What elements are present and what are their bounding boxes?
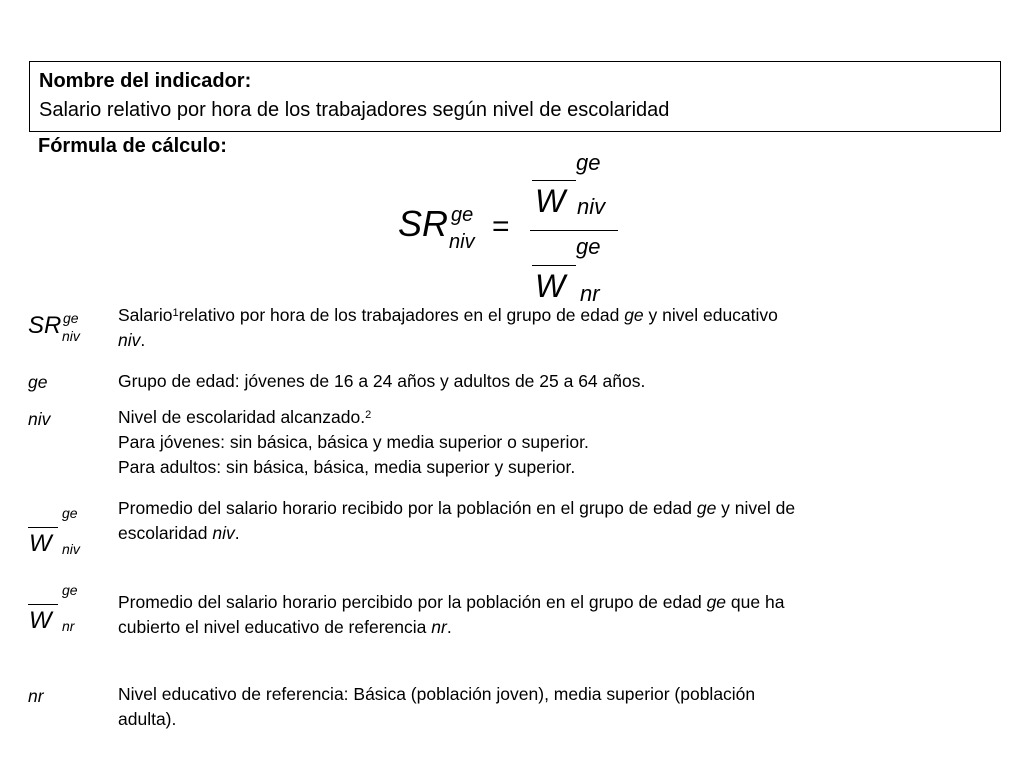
- numerator-sub: niv: [577, 194, 606, 219]
- numerator-sup: ge: [576, 150, 601, 175]
- wnr-symbol-sub: nr: [62, 618, 75, 634]
- definition-niv-symbol: niv: [28, 409, 51, 429]
- numerator-base: W: [535, 183, 566, 219]
- nr-line-2: adulta).: [118, 709, 177, 729]
- wniv-line-1: Promedio del salario horario recibido por la población en el grupo de edad ge y nivel de: [118, 498, 796, 518]
- wniv-line-2: escolaridad niv.: [118, 523, 240, 543]
- wnr-line-2: cubierto el nivel educativo de referencia nr.: [118, 617, 452, 637]
- denominator-base: W: [535, 268, 566, 304]
- footnote-2: 2: [365, 409, 372, 421]
- wnr-line-1: Promedio del salario horario percibido por la población en el grupo de edad ge que ha: [118, 592, 785, 612]
- definition-ge-symbol: ge: [28, 372, 48, 392]
- definition-wniv-text: [118, 496, 795, 546]
- formula-equals: =: [492, 210, 510, 243]
- wnr-overline: [28, 604, 58, 605]
- sr-line-2: niv.: [118, 330, 146, 350]
- niv-line-1: Nivel de escolaridad alcanzado.$^2$: [118, 407, 372, 427]
- definition-sr-text: [118, 303, 778, 353]
- definition-nr-text: [118, 682, 755, 732]
- definition-wnr-text: [118, 590, 784, 640]
- wniv-overline: [28, 527, 58, 528]
- indicator-title: Nombre del indicador:: [39, 70, 252, 92]
- fraction-line: [530, 230, 618, 231]
- sr-symbol-sup: ge: [63, 310, 79, 326]
- nr-line-1: Nivel educativo de referencia: Básica (población joven), media superior (población: [118, 684, 756, 704]
- sr-symbol-base: SR: [28, 312, 62, 339]
- footnote-1: 1: [172, 307, 179, 319]
- formula-lhs-sup: ge: [451, 204, 474, 226]
- indicator-value: Salario relativo por hora de los trabajadores según nivel de escolaridad: [39, 99, 670, 121]
- wniv-symbol-base: W: [29, 530, 52, 557]
- wniv-symbol-sup: ge: [62, 505, 78, 521]
- niv-line-3: Para adultos: sin básica, básica, media superior y superior.: [118, 457, 576, 477]
- numerator-overline: [532, 180, 576, 181]
- formula-lhs-sub: niv: [449, 231, 475, 253]
- indicator-box: [29, 61, 1001, 132]
- formula-lhs-base: SR: [398, 203, 449, 244]
- denominator-overline: [532, 265, 576, 266]
- sr-symbol-sub: niv: [62, 328, 80, 344]
- definition-niv-text: [118, 405, 589, 480]
- wniv-symbol-sub: niv: [62, 541, 80, 557]
- definition-nr-symbol: nr: [28, 686, 44, 706]
- definition-ge-text: Grupo de edad: jóvenes de 16 a 24 años y adultos de 25 a 64 años.: [118, 371, 646, 391]
- formula-title: Fórmula de cálculo:: [38, 135, 227, 157]
- sr-line-1: Salario$^1$relativo por hora de los trabajadores en el grupo de edad ge y nivel educativo: [118, 305, 778, 325]
- denominator-sub: nr: [580, 281, 600, 306]
- denominator-sup: ge: [576, 234, 601, 259]
- wnr-symbol-base: W: [29, 607, 52, 634]
- wnr-symbol-sup: ge: [62, 582, 78, 598]
- niv-line-2: Para jóvenes: sin básica, básica y media superior o superior.: [118, 432, 589, 452]
